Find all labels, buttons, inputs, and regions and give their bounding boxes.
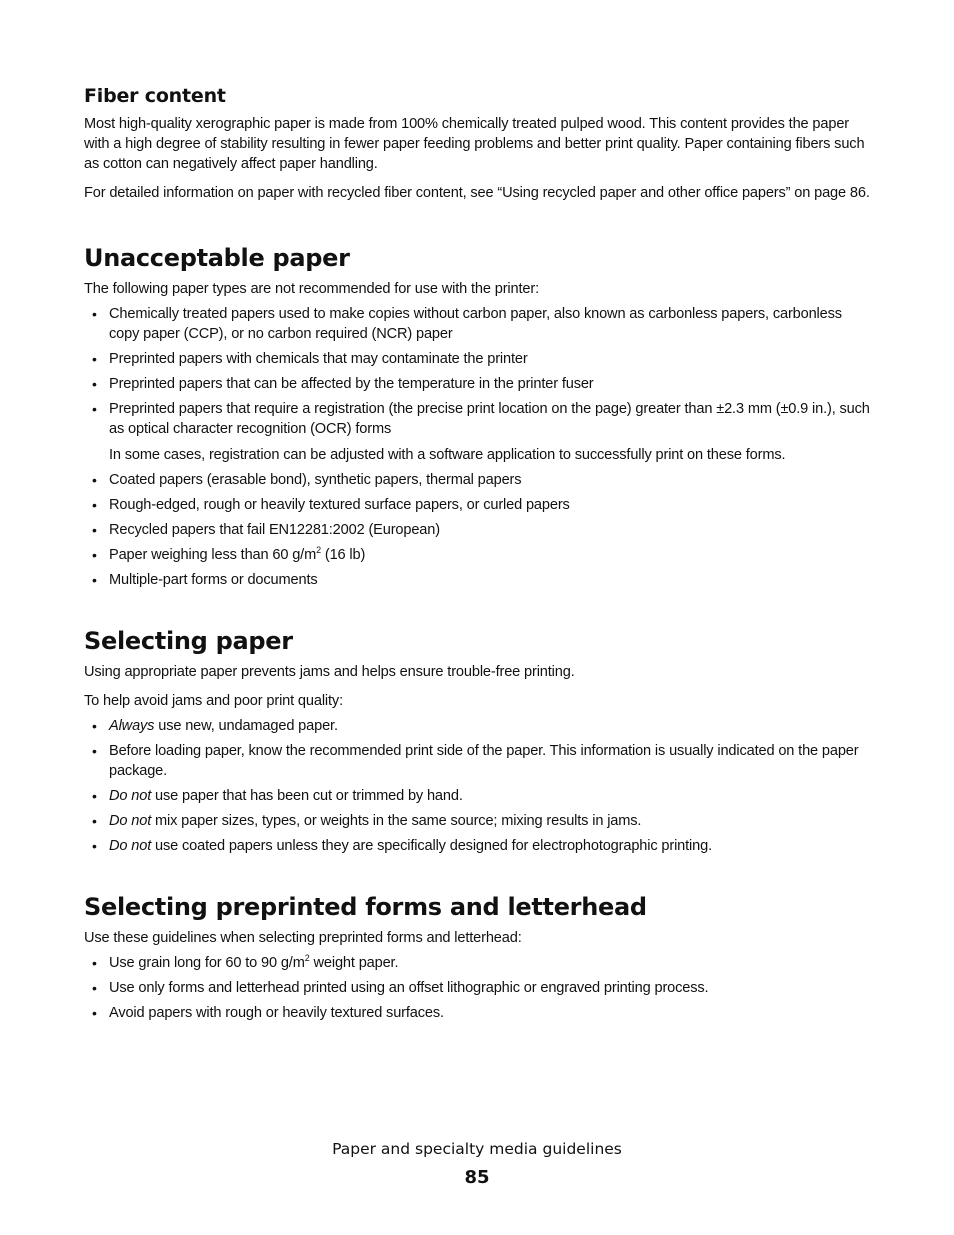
footer-title: Paper and specialty media guidelines bbox=[332, 1140, 622, 1158]
bullet-icon: • bbox=[92, 306, 97, 322]
section-gap bbox=[84, 212, 874, 243]
unacceptable-paper-section bbox=[84, 243, 874, 590]
list-item: • Preprinted papers with chemicals that may contaminate the printer bbox=[92, 351, 528, 367]
list-item: • Use only forms and letterhead printed using an offset lithographic or engraved printing process. bbox=[92, 980, 709, 996]
list-item: • Preprinted papers that can be affected by the temperature in the printer fuser bbox=[92, 376, 594, 392]
list-item: • Coated papers (erasable bond), synthetic papers, thermal papers bbox=[92, 472, 522, 488]
bullet-icon: • bbox=[92, 497, 97, 513]
bullet-icon: • bbox=[92, 718, 97, 734]
list-item: • Do not use coated papers unless they are specifically designed for electrophotographic printing. bbox=[92, 838, 712, 854]
bullet-icon: • bbox=[92, 401, 97, 417]
unacceptable-paper-list bbox=[84, 304, 874, 439]
unacceptable-paper-heading: Unacceptable paper bbox=[84, 244, 350, 272]
list-item: • Do not use paper that has been cut or trimmed by hand. bbox=[92, 788, 463, 804]
fiber-content-heading: Fiber content bbox=[84, 85, 226, 107]
registration-note: In some cases, registration can be adjusted with a software application to successfully print on these forms. bbox=[109, 447, 786, 463]
bullet-icon: • bbox=[92, 572, 97, 588]
fiber-content-section bbox=[84, 84, 874, 203]
list-item: • Use grain long for 60 to 90 $g/m^2$ weight paper. bbox=[92, 953, 399, 971]
selecting-paper-list bbox=[84, 716, 874, 856]
page-content bbox=[84, 84, 874, 1028]
bullet-icon: • bbox=[92, 813, 97, 829]
list-item: • Rough-edged, rough or heavily textured surface papers, or curled papers bbox=[92, 497, 570, 513]
fiber-content-paragraph-2: For detailed information on paper with recycled fiber content, see “Using recycled paper and other office papers” on page 86. bbox=[84, 185, 870, 201]
bullet-icon: • bbox=[92, 980, 97, 996]
section-gap bbox=[84, 595, 874, 626]
list-item: • Paper weighing less than 60 $g/m^2$ (16 lb) bbox=[92, 545, 366, 563]
list-item: • Always use new, undamaged paper. bbox=[92, 718, 338, 734]
unacceptable-paper-intro: The following paper types are not recommended for use with the printer: bbox=[84, 281, 539, 297]
list-item: • Recycled papers that fail EN12281:2002 (European) bbox=[92, 522, 440, 538]
list-item: • Preprinted papers that require a registration (the precise print location on the page) greater than ±2.3 mm (±0.9 in.), such as optical character recognition (OCR) forms bbox=[92, 401, 870, 437]
bullet-icon: • bbox=[92, 743, 97, 759]
preprinted-forms-heading: Selecting preprinted forms and letterhead bbox=[84, 893, 647, 921]
bullet-icon: • bbox=[92, 472, 97, 488]
bullet-icon: • bbox=[92, 788, 97, 804]
selecting-paper-heading: Selecting paper bbox=[84, 627, 293, 655]
list-item: • Avoid papers with rough or heavily textured surfaces. bbox=[92, 1005, 444, 1021]
bullet-icon: • bbox=[92, 522, 97, 538]
preprinted-forms-list bbox=[84, 953, 874, 1023]
list-item: • Before loading paper, know the recommended print side of the paper. This information is usually indicated on the paper package. bbox=[92, 743, 859, 779]
preprinted-forms-intro: Use these guidelines when selecting preprinted forms and letterhead: bbox=[84, 930, 522, 946]
list-item: • Chemically treated papers used to make copies without carbon paper, also known as carbonless papers, carbonless copy paper (CCP), or no carbon required (NCR) paper bbox=[92, 306, 842, 342]
bullet-icon: • bbox=[92, 1005, 97, 1021]
list-item: • Multiple-part forms or documents bbox=[92, 572, 318, 588]
unacceptable-paper-list-continued bbox=[84, 470, 874, 590]
preprinted-forms-section bbox=[84, 892, 874, 1023]
bullet-icon: • bbox=[92, 838, 97, 854]
bullet-icon: • bbox=[92, 547, 97, 563]
selecting-paper-paragraph-1: Using appropriate paper prevents jams and helps ensure trouble-free printing. bbox=[84, 664, 575, 680]
selecting-paper-section bbox=[84, 626, 874, 856]
bullet-icon: • bbox=[92, 376, 97, 392]
bullet-icon: • bbox=[92, 955, 97, 971]
section-gap bbox=[84, 861, 874, 892]
page-number: 85 bbox=[464, 1167, 490, 1188]
selecting-paper-paragraph-2: To help avoid jams and poor print quality: bbox=[84, 693, 343, 709]
list-item: • Do not mix paper sizes, types, or weights in the same source; mixing results in jams. bbox=[92, 813, 642, 829]
fiber-content-paragraph-1: Most high-quality xerographic paper is made from 100% chemically treated pulped wood. This content provides the paper with a high degree of stability resulting in fewer paper feeding problems and better print quality. Paper containing fibers such as cotton can negatively affect paper handling. bbox=[84, 116, 865, 172]
bullet-icon: • bbox=[92, 351, 97, 367]
